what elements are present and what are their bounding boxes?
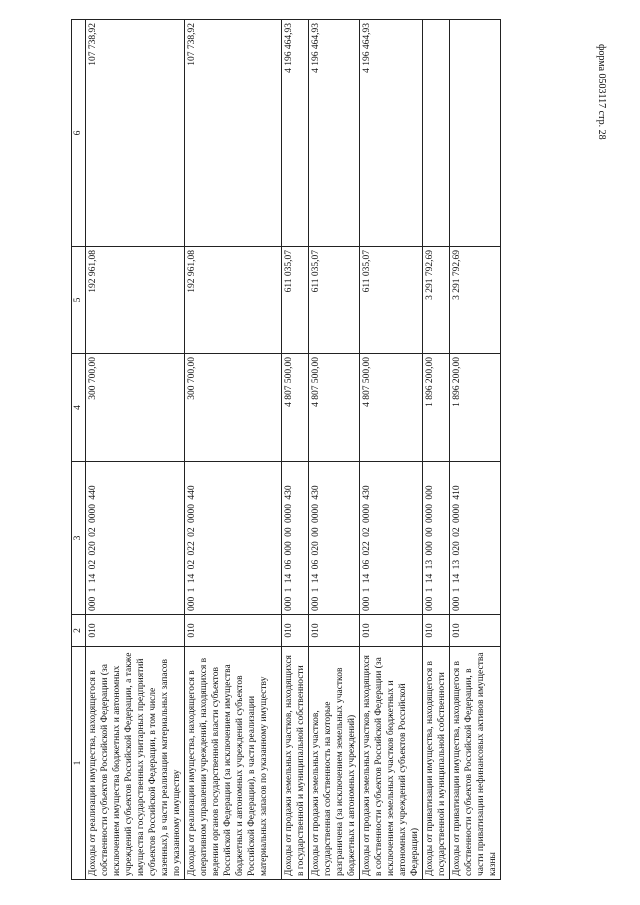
executed-cell: 192 961,08 — [86, 247, 185, 354]
executed-cell: 192 961,08 — [185, 247, 282, 354]
unexecuted-cell — [423, 20, 450, 247]
executed-cell: 3 291 792,69 — [450, 247, 501, 354]
column-header: 1 — [72, 647, 86, 880]
line-code-cell: 010 — [360, 615, 423, 647]
income-code-cell: 000 1 14 06 022 02 0000 430 — [360, 462, 423, 615]
approved-cell: 300 700,00 — [86, 354, 185, 462]
income-name-cell: Доходы от продажи земельных участков, государственная собственность на которые разграничена (за исключением земельных участков бюджетных и автономных учреждений) — [309, 647, 360, 880]
income-code-cell: 000 1 14 06 000 00 0000 430 — [282, 462, 309, 615]
column-header: 2 — [72, 615, 86, 647]
income-name-cell: Доходы от продажи земельных участков, находящихся в государственной и муниципальной собственности — [282, 647, 309, 880]
column-header: 3 — [72, 462, 86, 615]
line-code-cell: 010 — [450, 615, 501, 647]
form-page-label: форма 0503117 стр. 28 — [596, 44, 607, 140]
approved-cell: 1 896 200,00 — [423, 354, 450, 462]
table-row — [86, 20, 185, 880]
table-row — [282, 20, 309, 880]
income-table — [71, 19, 501, 880]
column-header: 4 — [72, 354, 86, 462]
approved-cell: 4 807 500,00 — [282, 354, 309, 462]
income-name-cell: Доходы от продажи земельных участков, находящихся в собственности субъектов Российской Федерации (за исключением земельных участков бюджетных и автономных учреждений субъектов Российской Федерации) — [360, 647, 423, 880]
line-code-cell: 010 — [86, 615, 185, 647]
approved-cell: 4 807 500,00 — [309, 354, 360, 462]
table-row — [423, 20, 450, 880]
income-code-cell: 000 1 14 06 020 00 0000 430 — [309, 462, 360, 615]
income-name-cell: Доходы от реализации имущества, находящегося в собственности субъектов Российской Федерации (за исключением имущества бюджетных и автономных учреждений субъектов Российской Федерации, а также имущества государственных унитарных предприятий субъектов Российской Федерации, в том числе казенных), в части реализации материальных запасов по указанному имуществу — [86, 647, 185, 880]
column-header: 6 — [72, 20, 86, 247]
unexecuted-cell: 107 738,92 — [86, 20, 185, 247]
executed-cell: 611 035,07 — [282, 247, 309, 354]
line-code-cell: 010 — [309, 615, 360, 647]
executed-cell: 611 035,07 — [360, 247, 423, 354]
unexecuted-cell: 4 196 464,93 — [360, 20, 423, 247]
unexecuted-cell: 107 738,92 — [185, 20, 282, 247]
table-row — [309, 20, 360, 880]
unexecuted-cell: 4 196 464,93 — [282, 20, 309, 247]
report-sheet — [71, 20, 586, 880]
unexecuted-cell: 4 196 464,93 — [309, 20, 360, 247]
table-row — [360, 20, 423, 880]
table-row — [185, 20, 282, 880]
income-name-cell: Доходы от приватизации имущества, находящегося в государственной и муниципальной собственности — [423, 647, 450, 880]
column-number-row — [72, 20, 86, 880]
income-code-cell: 000 1 14 13 020 02 0000 410 — [450, 462, 501, 615]
executed-cell: 3 291 792,69 — [423, 247, 450, 354]
income-code-cell: 000 1 14 13 000 00 0000 000 — [423, 462, 450, 615]
approved-cell: 4 807 500,00 — [360, 354, 423, 462]
unexecuted-cell — [450, 20, 501, 247]
income-code-cell: 000 1 14 02 022 02 0000 440 — [185, 462, 282, 615]
approved-cell: 1 896 200,00 — [450, 354, 501, 462]
approved-cell: 300 700,00 — [185, 354, 282, 462]
income-name-cell: Доходы от реализации имущества, находящегося в оперативном управлении учреждений, находящихся в ведении органов государственной власти субъектов Российской Федерации (за исключением имущества бюджетных и автономных учреждений субъектов Российской Федерации), в части реализации материальных запасов по указанному имуществу — [185, 647, 282, 880]
income-name-cell: Доходы от приватизации имущества, находящегося в собственности субъектов Российской Федерации, в части приватизации нефинансовых активов имущества казны — [450, 647, 501, 880]
income-code-cell: 000 1 14 02 020 02 0000 440 — [86, 462, 185, 615]
executed-cell: 611 035,07 — [309, 247, 360, 354]
column-header: 5 — [72, 247, 86, 354]
line-code-cell: 010 — [423, 615, 450, 647]
line-code-cell: 010 — [282, 615, 309, 647]
table-row — [450, 20, 501, 880]
line-code-cell: 010 — [185, 615, 282, 647]
